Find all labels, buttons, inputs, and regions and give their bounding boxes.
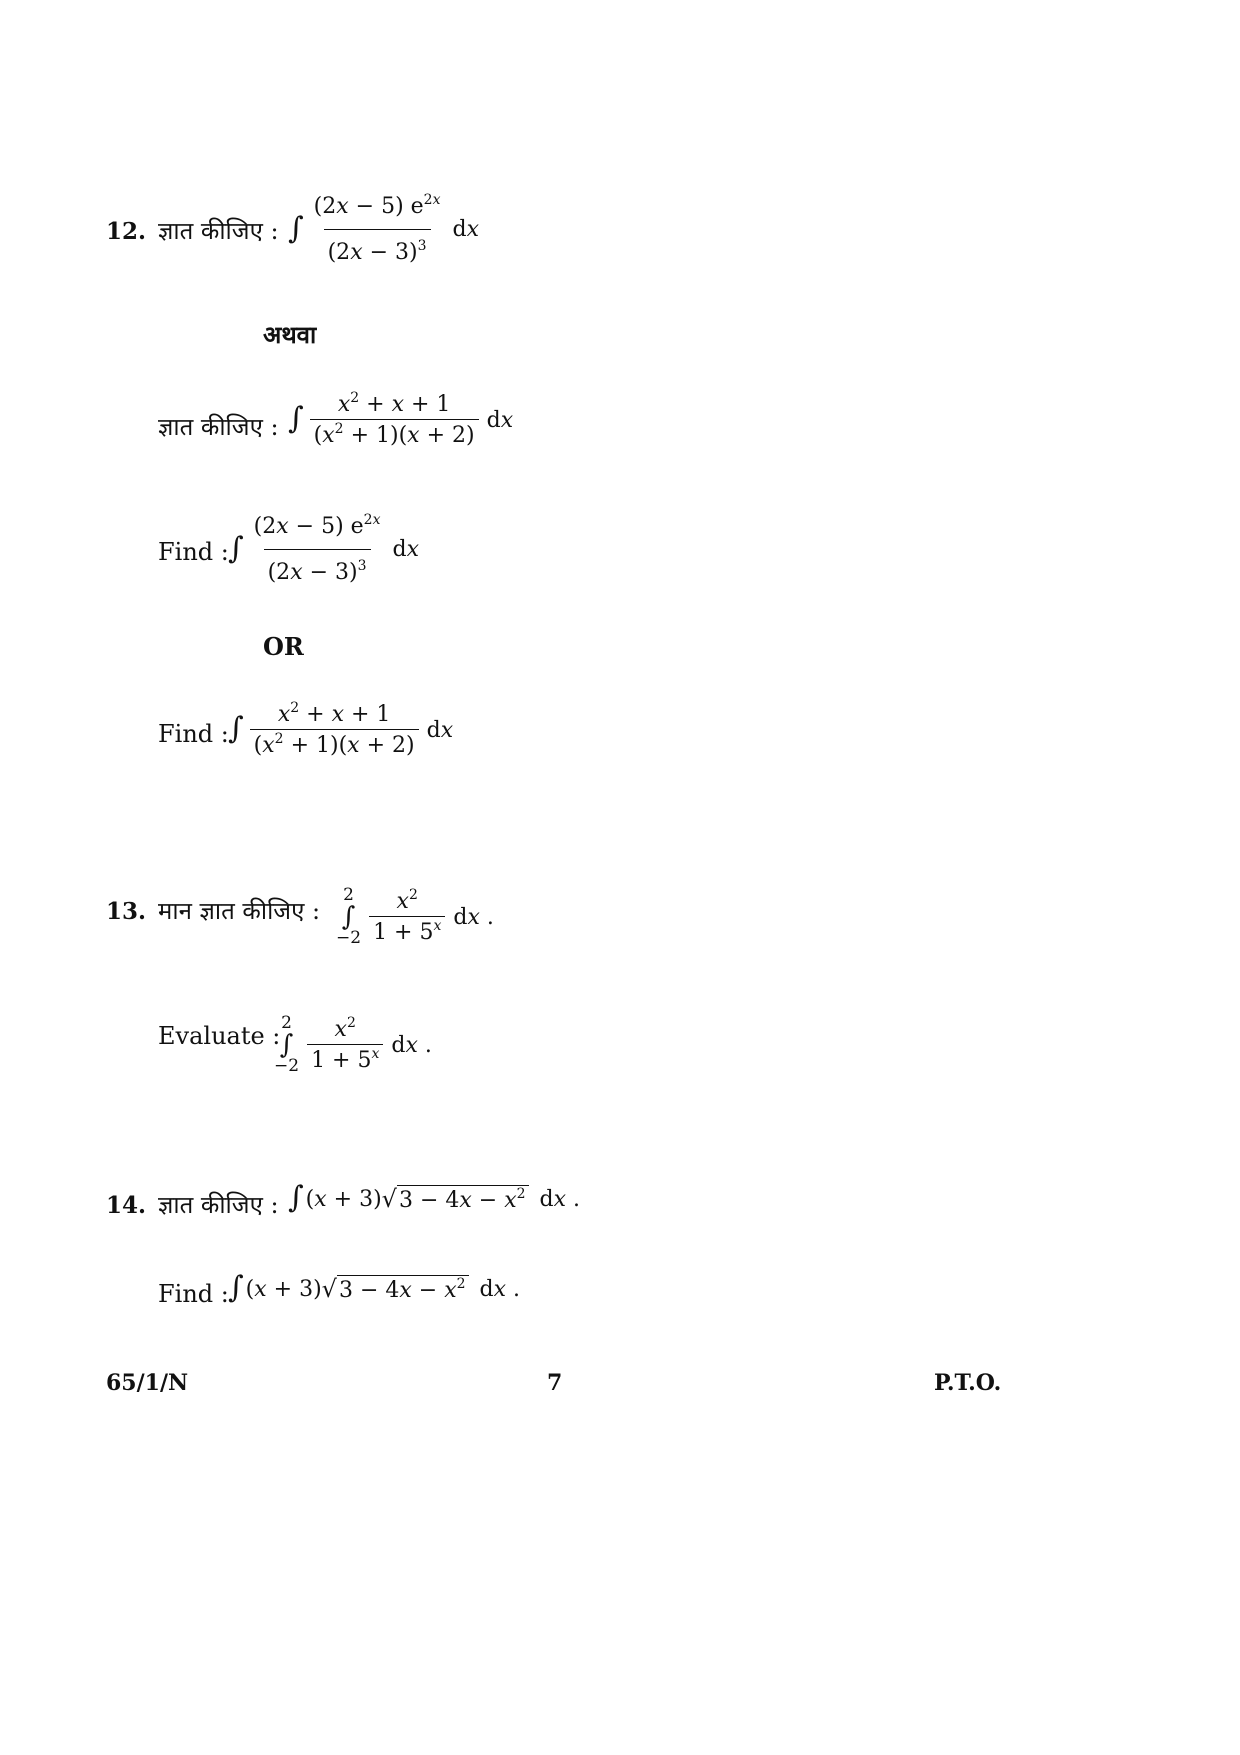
upper-limit: 2 [343, 885, 354, 905]
q14-hindi-label: ज्ञात कीजिए : [158, 1191, 279, 1219]
q14-english-label: Find : [158, 1280, 229, 1308]
lower-limit: −2 [336, 928, 362, 948]
paper-code: 65/1/N [106, 1370, 189, 1396]
q12-integral-4: ∫ $\frac{x^2 + x + 1}{(x^2 + 1)(x + 2)}$ dx [228, 700, 454, 758]
q14-integral-2: ∫ (x + 3) √ $3 - 4x - x^2$ dx . [228, 1270, 521, 1305]
q12-integral-2: ∫ $\frac{x^2 + x + 1}{(x^2 + 1)(x + 2)}$ dx [288, 390, 514, 448]
question-number-13: 13. [106, 898, 147, 925]
q12-english-label: Find : [158, 538, 229, 566]
q12-integral-1: ∫ $\frac{(2x - 5) e^{2x}}{(2x - 3)^3}$ dx [288, 192, 480, 265]
q12-hindi-label-2: ज्ञात कीजिए : [158, 413, 279, 441]
page-number: 7 [547, 1370, 563, 1396]
q12-hindi-label: ज्ञात कीजिए : [158, 217, 279, 245]
q13-integral-2: 2 ∫ −2 $\frac{x^2}{1 + 5^x}$ dx . [274, 1013, 432, 1076]
please-turn-over: P.T.O. [934, 1370, 1002, 1396]
q14-integral-1: ∫ (x + 3) √ $3 - 4x - x^2$ dx . [288, 1180, 581, 1215]
q12-integral-3: ∫ $\frac{(2x - 5) e^{2x}}{(2x - 3)^3}$ dx [228, 512, 420, 585]
question-number-14: 14. [106, 1192, 147, 1219]
upper-limit: 2 [281, 1013, 292, 1033]
or-english: OR [263, 632, 304, 661]
q13-integral-1: 2 ∫ −2 $\frac{x^2}{1 + 5^x}$ dx . [336, 885, 494, 948]
or-hindi: अथवा [263, 320, 317, 349]
lower-limit: −2 [274, 1056, 300, 1076]
q12-english-label-2: Find : [158, 720, 229, 748]
q13-english-label: Evaluate : [158, 1022, 281, 1050]
question-number-12: 12. [106, 218, 147, 245]
q13-hindi-label: मान ज्ञात कीजिए : [158, 897, 321, 925]
